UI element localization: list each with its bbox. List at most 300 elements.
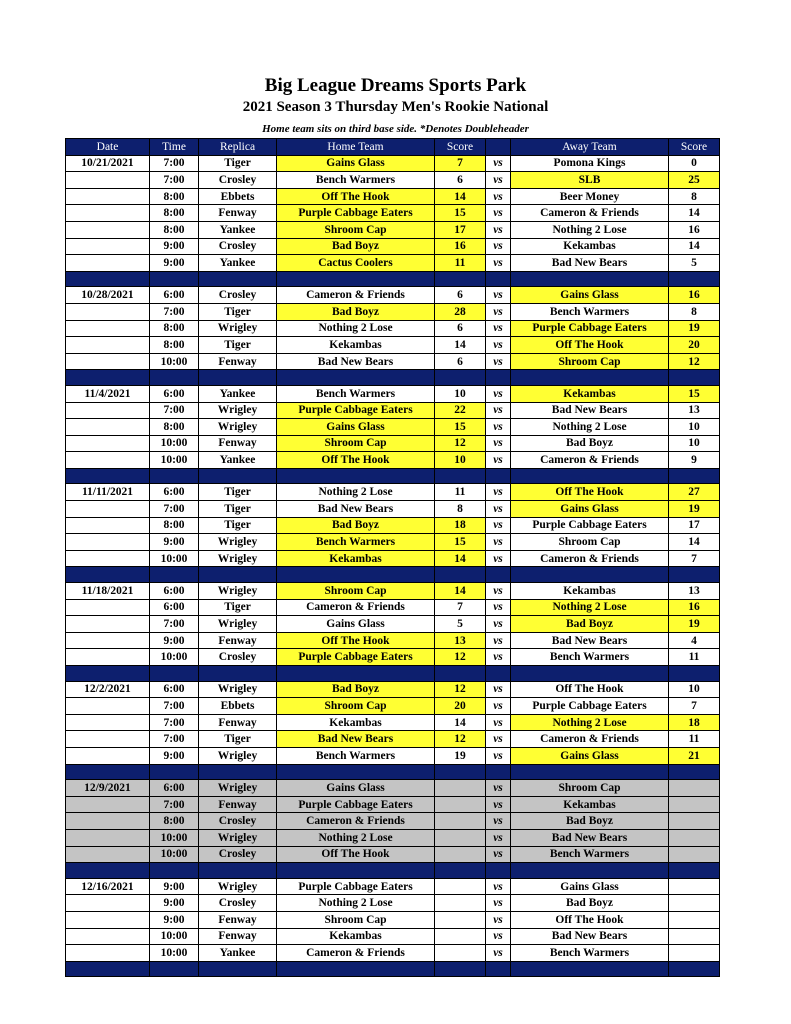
away-score: 7 — [669, 698, 720, 715]
vs-label: vs — [486, 583, 511, 600]
game-time: 7:00 — [150, 796, 199, 813]
away-score: 11 — [669, 731, 720, 748]
game-time: 8:00 — [150, 188, 199, 205]
game-replica: Yankee — [199, 385, 277, 402]
home-team: Kekambas — [277, 928, 435, 945]
away-team: Off The Hook — [511, 484, 669, 501]
away-team: Nothing 2 Lose — [511, 419, 669, 436]
separator-cell — [150, 764, 199, 780]
home-team: Purple Cabbage Eaters — [277, 649, 435, 666]
vs-label: vs — [486, 501, 511, 518]
home-team: Bench Warmers — [277, 385, 435, 402]
home-team: Cameron & Friends — [277, 599, 435, 616]
vs-label: vs — [486, 320, 511, 337]
away-score — [669, 829, 720, 846]
separator-cell — [66, 271, 150, 287]
separator-cell — [66, 370, 150, 386]
separator-cell — [199, 666, 277, 682]
separator-cell — [150, 863, 199, 879]
week-separator — [66, 468, 720, 484]
separator-cell — [435, 468, 486, 484]
separator-cell — [277, 961, 435, 977]
home-team: Purple Cabbage Eaters — [277, 205, 435, 222]
away-team: Bad Boyz — [511, 895, 669, 912]
game-time: 9:00 — [150, 895, 199, 912]
game-time: 8:00 — [150, 517, 199, 534]
vs-label: vs — [486, 221, 511, 238]
week-separator — [66, 271, 720, 287]
separator-cell — [486, 567, 511, 583]
home-team: Shroom Cap — [277, 698, 435, 715]
game-time: 10:00 — [150, 550, 199, 567]
home-score: 15 — [435, 419, 486, 436]
game-row — [66, 698, 720, 715]
game-row — [66, 928, 720, 945]
game-date — [66, 303, 150, 320]
home-team: Bench Warmers — [277, 747, 435, 764]
separator-cell — [511, 468, 669, 484]
game-row — [66, 221, 720, 238]
away-score — [669, 911, 720, 928]
away-score — [669, 780, 720, 797]
game-date — [66, 501, 150, 518]
header-row — [66, 139, 720, 156]
separator-cell — [486, 370, 511, 386]
away-score: 17 — [669, 517, 720, 534]
away-team: Cameron & Friends — [511, 731, 669, 748]
separator-cell — [511, 370, 669, 386]
home-team: Nothing 2 Lose — [277, 320, 435, 337]
game-time: 9:00 — [150, 238, 199, 255]
schedule-body — [66, 155, 720, 977]
separator-cell — [435, 666, 486, 682]
page-title: Big League Dreams Sports Park — [264, 75, 527, 96]
separator-cell — [669, 961, 720, 977]
away-score: 19 — [669, 501, 720, 518]
game-date — [66, 813, 150, 830]
game-time: 7:00 — [150, 698, 199, 715]
away-team: Bench Warmers — [511, 303, 669, 320]
home-score: 6 — [435, 172, 486, 189]
home-team: Shroom Cap — [277, 583, 435, 600]
game-replica: Wrigley — [199, 616, 277, 633]
game-replica: Wrigley — [199, 550, 277, 567]
game-time: 8:00 — [150, 419, 199, 436]
vs-label: vs — [486, 911, 511, 928]
vs-label: vs — [486, 155, 511, 172]
away-team: Cameron & Friends — [511, 452, 669, 469]
game-date: 12/2/2021 — [66, 681, 150, 698]
vs-label: vs — [486, 829, 511, 846]
home-team: Shroom Cap — [277, 911, 435, 928]
col-home-score-header: Score — [435, 139, 486, 156]
game-date: 10/21/2021 — [66, 155, 150, 172]
home-score: 6 — [435, 287, 486, 304]
home-score: 12 — [435, 435, 486, 452]
away-team: Bad Boyz — [511, 435, 669, 452]
home-score: 13 — [435, 632, 486, 649]
home-score — [435, 846, 486, 863]
vs-label: vs — [486, 780, 511, 797]
game-time: 10:00 — [150, 353, 199, 370]
home-team: Bad Boyz — [277, 303, 435, 320]
game-row — [66, 205, 720, 222]
game-time: 6:00 — [150, 599, 199, 616]
away-team: Cameron & Friends — [511, 550, 669, 567]
home-score: 15 — [435, 534, 486, 551]
game-row — [66, 517, 720, 534]
home-score — [435, 945, 486, 962]
game-row — [66, 435, 720, 452]
vs-label: vs — [486, 649, 511, 666]
game-replica: Fenway — [199, 435, 277, 452]
away-score: 13 — [669, 402, 720, 419]
game-replica: Fenway — [199, 796, 277, 813]
away-team: Purple Cabbage Eaters — [511, 517, 669, 534]
away-score: 20 — [669, 337, 720, 354]
away-score: 8 — [669, 188, 720, 205]
away-score: 11 — [669, 649, 720, 666]
home-score — [435, 895, 486, 912]
separator-cell — [66, 961, 150, 977]
game-replica: Fenway — [199, 353, 277, 370]
away-team: Off The Hook — [511, 337, 669, 354]
game-time: 7:00 — [150, 303, 199, 320]
game-time: 7:00 — [150, 731, 199, 748]
separator-cell — [435, 271, 486, 287]
separator-cell — [150, 567, 199, 583]
away-team: Gains Glass — [511, 747, 669, 764]
game-replica: Crosley — [199, 649, 277, 666]
away-score: 0 — [669, 155, 720, 172]
game-date — [66, 205, 150, 222]
game-time: 6:00 — [150, 780, 199, 797]
game-date — [66, 337, 150, 354]
game-replica: Fenway — [199, 714, 277, 731]
game-replica: Yankee — [199, 945, 277, 962]
col-vs-header — [486, 139, 511, 156]
home-score: 22 — [435, 402, 486, 419]
home-score: 10 — [435, 452, 486, 469]
away-team: Bad New Bears — [511, 928, 669, 945]
home-team: Bad New Bears — [277, 353, 435, 370]
game-replica: Fenway — [199, 632, 277, 649]
home-team: Cameron & Friends — [277, 945, 435, 962]
home-team: Bad New Bears — [277, 731, 435, 748]
vs-label: vs — [486, 632, 511, 649]
away-team: Off The Hook — [511, 911, 669, 928]
away-score: 27 — [669, 484, 720, 501]
vs-label: vs — [486, 484, 511, 501]
separator-cell — [486, 961, 511, 977]
home-score: 6 — [435, 320, 486, 337]
separator-cell — [66, 863, 150, 879]
vs-label: vs — [486, 303, 511, 320]
vs-label: vs — [486, 287, 511, 304]
home-team: Nothing 2 Lose — [277, 484, 435, 501]
game-date: 12/16/2021 — [66, 878, 150, 895]
game-date — [66, 599, 150, 616]
vs-label: vs — [486, 419, 511, 436]
away-team: Off The Hook — [511, 681, 669, 698]
home-team: Nothing 2 Lose — [277, 829, 435, 846]
separator-cell — [277, 863, 435, 879]
away-team: Kekambas — [511, 238, 669, 255]
game-row — [66, 649, 720, 666]
separator-cell — [150, 468, 199, 484]
separator-cell — [435, 567, 486, 583]
game-date — [66, 911, 150, 928]
game-time: 9:00 — [150, 534, 199, 551]
away-score: 14 — [669, 534, 720, 551]
game-date — [66, 945, 150, 962]
col-home-team-header: Home Team — [277, 139, 435, 156]
game-date — [66, 435, 150, 452]
week-separator — [66, 370, 720, 386]
game-date — [66, 846, 150, 863]
vs-label: vs — [486, 353, 511, 370]
week-separator — [66, 567, 720, 583]
game-date — [66, 320, 150, 337]
game-replica: Crosley — [199, 172, 277, 189]
game-replica: Crosley — [199, 287, 277, 304]
game-date — [66, 534, 150, 551]
home-score: 14 — [435, 550, 486, 567]
game-replica: Tiger — [199, 517, 277, 534]
game-date: 10/28/2021 — [66, 287, 150, 304]
game-replica: Ebbets — [199, 188, 277, 205]
separator-cell — [66, 468, 150, 484]
separator-cell — [66, 567, 150, 583]
game-date — [66, 550, 150, 567]
away-score: 15 — [669, 385, 720, 402]
vs-label: vs — [486, 550, 511, 567]
separator-cell — [277, 370, 435, 386]
separator-cell — [669, 863, 720, 879]
away-score: 9 — [669, 452, 720, 469]
game-time: 9:00 — [150, 747, 199, 764]
home-team: Nothing 2 Lose — [277, 895, 435, 912]
vs-label: vs — [486, 714, 511, 731]
home-team: Kekambas — [277, 337, 435, 354]
separator-cell — [199, 271, 277, 287]
home-team: Purple Cabbage Eaters — [277, 796, 435, 813]
separator-cell — [277, 764, 435, 780]
away-score — [669, 945, 720, 962]
separator-cell — [486, 863, 511, 879]
separator-cell — [277, 468, 435, 484]
away-score: 16 — [669, 287, 720, 304]
home-score: 5 — [435, 616, 486, 633]
game-replica: Tiger — [199, 501, 277, 518]
away-score: 16 — [669, 221, 720, 238]
game-time: 10:00 — [150, 846, 199, 863]
col-date-header: Date — [66, 139, 150, 156]
separator-cell — [669, 271, 720, 287]
away-team: Shroom Cap — [511, 353, 669, 370]
col-away-team-header: Away Team — [511, 139, 669, 156]
col-time-header: Time — [150, 139, 199, 156]
home-team: Purple Cabbage Eaters — [277, 402, 435, 419]
separator-cell — [435, 961, 486, 977]
game-replica: Tiger — [199, 337, 277, 354]
game-row — [66, 550, 720, 567]
col-away-score-header: Score — [669, 139, 720, 156]
vs-label: vs — [486, 402, 511, 419]
game-time: 6:00 — [150, 484, 199, 501]
away-score: 16 — [669, 599, 720, 616]
away-score: 19 — [669, 320, 720, 337]
away-score: 7 — [669, 550, 720, 567]
home-score — [435, 780, 486, 797]
schedule-table — [65, 138, 720, 977]
game-row — [66, 534, 720, 551]
vs-label: vs — [486, 945, 511, 962]
home-team: Cameron & Friends — [277, 813, 435, 830]
separator-cell — [199, 863, 277, 879]
away-score — [669, 813, 720, 830]
away-team: Bench Warmers — [511, 649, 669, 666]
game-date — [66, 188, 150, 205]
home-score: 16 — [435, 238, 486, 255]
separator-cell — [511, 764, 669, 780]
home-score: 19 — [435, 747, 486, 764]
away-team: SLB — [511, 172, 669, 189]
game-date — [66, 731, 150, 748]
game-replica: Crosley — [199, 895, 277, 912]
home-score: 10 — [435, 385, 486, 402]
game-row — [66, 599, 720, 616]
game-date — [66, 238, 150, 255]
home-team: Kekambas — [277, 714, 435, 731]
vs-label: vs — [486, 385, 511, 402]
game-replica: Tiger — [199, 599, 277, 616]
away-team: Nothing 2 Lose — [511, 714, 669, 731]
game-row — [66, 155, 720, 172]
separator-cell — [435, 863, 486, 879]
separator-cell — [435, 370, 486, 386]
game-row — [66, 188, 720, 205]
game-replica: Wrigley — [199, 681, 277, 698]
separator-cell — [199, 468, 277, 484]
away-team: Kekambas — [511, 796, 669, 813]
home-team: Bench Warmers — [277, 172, 435, 189]
separator-cell — [486, 468, 511, 484]
separator-cell — [511, 863, 669, 879]
game-replica: Tiger — [199, 155, 277, 172]
separator-cell — [669, 764, 720, 780]
away-team: Shroom Cap — [511, 534, 669, 551]
game-date — [66, 616, 150, 633]
home-team: Off The Hook — [277, 632, 435, 649]
home-score: 14 — [435, 188, 486, 205]
vs-label: vs — [486, 747, 511, 764]
separator-cell — [199, 567, 277, 583]
vs-label: vs — [486, 534, 511, 551]
home-score: 12 — [435, 681, 486, 698]
home-score: 12 — [435, 731, 486, 748]
away-score: 10 — [669, 435, 720, 452]
vs-label: vs — [486, 813, 511, 830]
home-score: 11 — [435, 484, 486, 501]
game-row — [66, 452, 720, 469]
away-team: Purple Cabbage Eaters — [511, 698, 669, 715]
home-score: 12 — [435, 649, 486, 666]
game-replica: Crosley — [199, 813, 277, 830]
game-replica: Wrigley — [199, 780, 277, 797]
game-time: 7:00 — [150, 402, 199, 419]
game-row — [66, 337, 720, 354]
game-time: 7:00 — [150, 714, 199, 731]
game-row — [66, 911, 720, 928]
game-replica: Wrigley — [199, 419, 277, 436]
game-time: 8:00 — [150, 337, 199, 354]
away-team: Bad New Bears — [511, 829, 669, 846]
separator-cell — [486, 666, 511, 682]
game-date — [66, 649, 150, 666]
game-date — [66, 452, 150, 469]
game-time: 10:00 — [150, 945, 199, 962]
game-date — [66, 419, 150, 436]
home-score — [435, 928, 486, 945]
away-score — [669, 846, 720, 863]
game-row — [66, 385, 720, 402]
game-row — [66, 583, 720, 600]
home-team: Bad Boyz — [277, 517, 435, 534]
home-team: Bad New Bears — [277, 501, 435, 518]
home-score: 14 — [435, 714, 486, 731]
game-replica: Fenway — [199, 205, 277, 222]
away-team: Kekambas — [511, 583, 669, 600]
away-score: 18 — [669, 714, 720, 731]
game-time: 6:00 — [150, 287, 199, 304]
away-score — [669, 895, 720, 912]
home-score — [435, 813, 486, 830]
game-row — [66, 829, 720, 846]
vs-label: vs — [486, 205, 511, 222]
home-team: Cactus Coolers — [277, 255, 435, 272]
game-date — [66, 796, 150, 813]
game-row — [66, 172, 720, 189]
game-replica: Wrigley — [199, 402, 277, 419]
separator-cell — [277, 567, 435, 583]
game-time: 10:00 — [150, 928, 199, 945]
separator-cell — [486, 271, 511, 287]
home-team: Kekambas — [277, 550, 435, 567]
vs-label: vs — [486, 895, 511, 912]
game-row — [66, 501, 720, 518]
home-team: Off The Hook — [277, 846, 435, 863]
away-team: Purple Cabbage Eaters — [511, 320, 669, 337]
away-score: 14 — [669, 205, 720, 222]
game-row — [66, 353, 720, 370]
game-row — [66, 238, 720, 255]
game-replica: Ebbets — [199, 698, 277, 715]
vs-label: vs — [486, 616, 511, 633]
vs-label: vs — [486, 238, 511, 255]
game-time: 7:00 — [150, 172, 199, 189]
game-date — [66, 632, 150, 649]
game-time: 8:00 — [150, 320, 199, 337]
game-row — [66, 402, 720, 419]
away-team: Kekambas — [511, 385, 669, 402]
home-team: Gains Glass — [277, 155, 435, 172]
game-date — [66, 714, 150, 731]
home-team: Bench Warmers — [277, 534, 435, 551]
game-date — [66, 255, 150, 272]
game-date — [66, 928, 150, 945]
vs-label: vs — [486, 255, 511, 272]
